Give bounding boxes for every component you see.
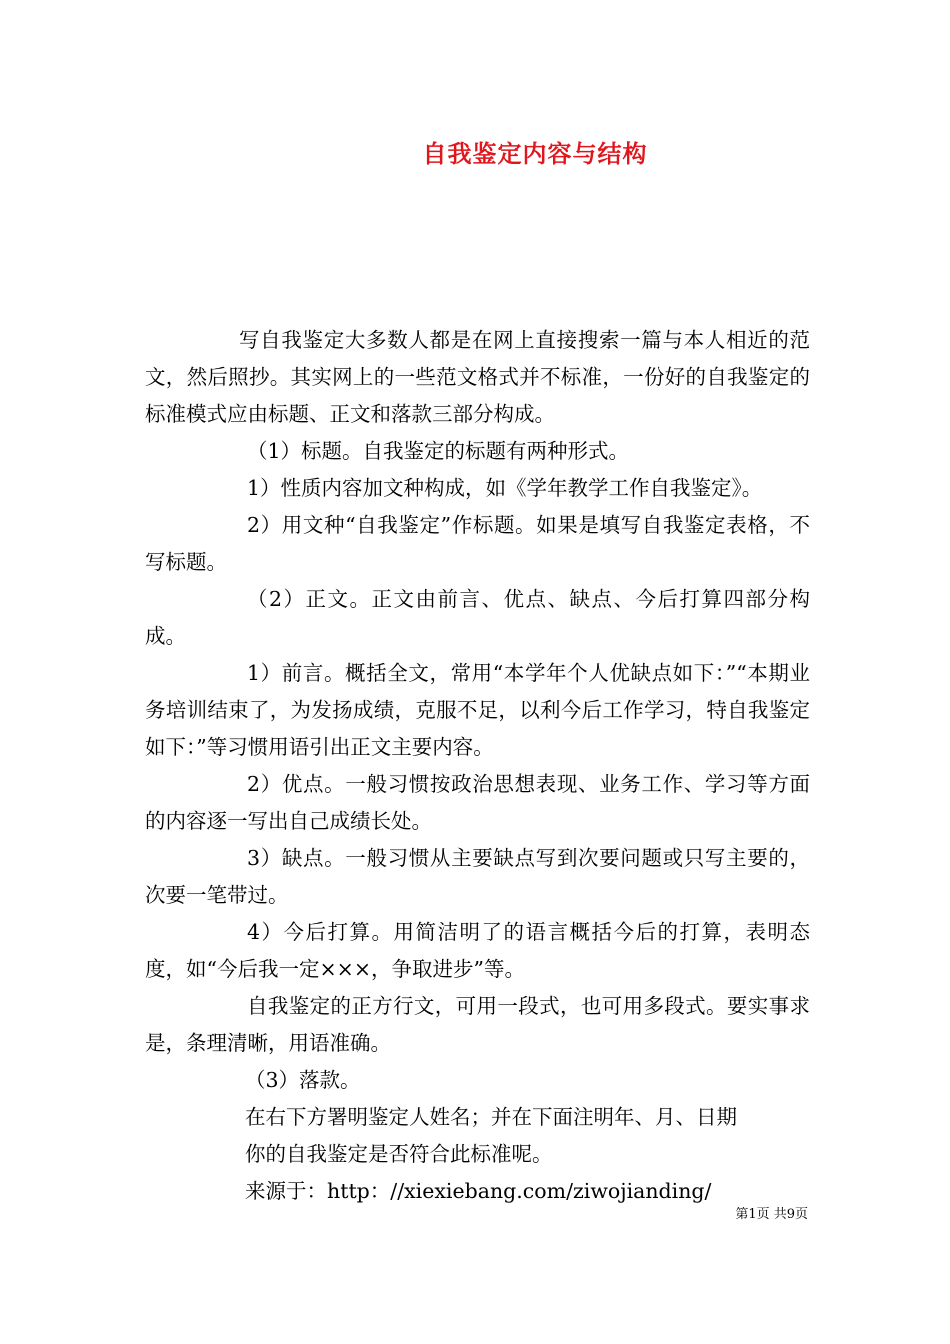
document-body	[145, 322, 810, 1210]
paragraph-source: 来源于：http：//xiexiebang.com/ziwojianding/	[245, 1179, 712, 1203]
paragraph-writing-style: 自我鉴定的正方行文，可用一段式，也可用多段式。要实事求是，条理清晰，用语准确。	[145, 994, 810, 1055]
paragraph-title-type-1: 1）性质内容加文种构成，如《学年教学工作自我鉴定》。	[247, 476, 763, 500]
paragraph-title-section: （1）标题。自我鉴定的标题有两种形式。	[247, 439, 630, 463]
paragraph-signature-note: 在右下方署明鉴定人姓名；并在下面注明年、月、日期	[245, 1105, 737, 1129]
paragraph-strengths: 2）优点。一般习惯按政治思想表现、业务工作、学习等方面的内容逐一写出自己成绩长处。	[145, 772, 810, 833]
paragraph-question: 你的自我鉴定是否符合此标准呢。	[245, 1142, 553, 1166]
paragraph-future-plans: 4）今后打算。用简洁明了的语言概括今后的打算，表明态度，如“今后我一定×××，争取进步”等。	[145, 920, 810, 981]
paragraph-intro: 写自我鉴定大多数人都是在网上直接搜索一篇与本人相近的范文，然后照抄。其实网上的一些范文格式并不标准，一份好的自我鉴定的标准模式应由标题、正文和落款三部分构成。	[145, 328, 810, 426]
document-title: 自我鉴定内容与结构	[422, 139, 648, 168]
page-number: 第1页 共9页	[735, 1207, 808, 1222]
paragraph-body-section: （2）正文。正文由前言、优点、缺点、今后打算四部分构成。	[145, 587, 810, 648]
paragraph-title-type-2: 2）用文种“自我鉴定”作标题。如果是填写自我鉴定表格，不写标题。	[145, 513, 810, 574]
paragraph-weaknesses: 3）缺点。一般习惯从主要缺点写到次要问题或只写主要的，次要一笔带过。	[145, 846, 810, 907]
paragraph-signature-section: （3）落款。	[245, 1068, 361, 1092]
paragraph-preface: 1）前言。概括全文，常用“本学年个人优缺点如下：”“本期业务培训结束了，为发扬成绩，克服不足，以利今后工作学习，特自我鉴定如下：”等习惯用语引出正文主要内容。	[145, 661, 810, 759]
